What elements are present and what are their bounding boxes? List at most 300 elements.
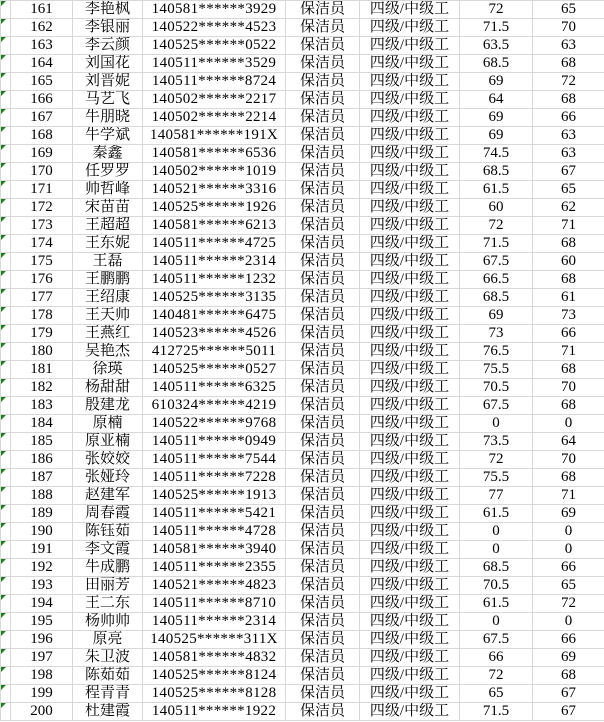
skill-level-cell[interactable]: 四级/中级工 (360, 91, 460, 109)
error-indicator-cell[interactable] (1, 145, 11, 163)
score2-cell[interactable]: 65 (533, 577, 604, 595)
name-cell[interactable]: 秦鑫 (73, 145, 143, 163)
score2-cell[interactable]: 70 (533, 451, 604, 469)
row-number-cell[interactable]: 193 (11, 577, 73, 595)
skill-level-cell[interactable]: 四级/中级工 (360, 379, 460, 397)
name-cell[interactable]: 原亚楠 (73, 433, 143, 451)
score1-cell[interactable]: 72 (460, 1, 533, 19)
score2-cell[interactable]: 0 (533, 415, 604, 433)
score2-cell[interactable]: 68 (533, 397, 604, 415)
score1-cell[interactable]: 69 (460, 127, 533, 145)
job-title-cell[interactable]: 保洁员 (286, 181, 360, 199)
name-cell[interactable]: 王天帅 (73, 307, 143, 325)
score2-cell[interactable]: 70 (533, 19, 604, 37)
job-title-cell[interactable]: 保洁员 (286, 361, 360, 379)
job-title-cell[interactable]: 保洁员 (286, 145, 360, 163)
skill-level-cell[interactable]: 四级/中级工 (360, 163, 460, 181)
error-indicator-cell[interactable] (1, 271, 11, 289)
score1-cell[interactable]: 64 (460, 91, 533, 109)
job-title-cell[interactable]: 保洁员 (286, 595, 360, 613)
skill-level-cell[interactable]: 四级/中级工 (360, 1, 460, 19)
row-number-cell[interactable]: 198 (11, 667, 73, 685)
score1-cell[interactable]: 61.5 (460, 181, 533, 199)
id-number-cell[interactable]: 140581******3929 (143, 1, 286, 19)
error-indicator-cell[interactable] (1, 325, 11, 343)
score1-cell[interactable]: 77 (460, 487, 533, 505)
score1-cell[interactable]: 69 (460, 73, 533, 91)
id-number-cell[interactable]: 140511******5421 (143, 505, 286, 523)
error-indicator-cell[interactable] (1, 433, 11, 451)
name-cell[interactable]: 李云颜 (73, 37, 143, 55)
id-number-cell[interactable]: 140581******6536 (143, 145, 286, 163)
job-title-cell[interactable]: 保洁员 (286, 649, 360, 667)
id-number-cell[interactable]: 140581******3940 (143, 541, 286, 559)
score1-cell[interactable]: 73 (460, 325, 533, 343)
score1-cell[interactable]: 68.5 (460, 559, 533, 577)
row-number-cell[interactable]: 172 (11, 199, 73, 217)
name-cell[interactable]: 王二东 (73, 595, 143, 613)
error-indicator-cell[interactable] (1, 1, 11, 19)
score1-cell[interactable]: 76.5 (460, 343, 533, 361)
skill-level-cell[interactable]: 四级/中级工 (360, 73, 460, 91)
job-title-cell[interactable]: 保洁员 (286, 433, 360, 451)
row-number-cell[interactable]: 176 (11, 271, 73, 289)
score2-cell[interactable]: 63 (533, 145, 604, 163)
error-indicator-cell[interactable] (1, 37, 11, 55)
error-indicator-cell[interactable] (1, 253, 11, 271)
id-number-cell[interactable]: 140511******6325 (143, 379, 286, 397)
job-title-cell[interactable]: 保洁员 (286, 397, 360, 415)
error-indicator-cell[interactable] (1, 109, 11, 127)
id-number-cell[interactable]: 140581******6213 (143, 217, 286, 235)
skill-level-cell[interactable]: 四级/中级工 (360, 289, 460, 307)
name-cell[interactable]: 牛成鹏 (73, 559, 143, 577)
job-title-cell[interactable]: 保洁员 (286, 451, 360, 469)
error-indicator-cell[interactable] (1, 127, 11, 145)
score2-cell[interactable]: 70 (533, 379, 604, 397)
row-number-cell[interactable]: 197 (11, 649, 73, 667)
error-indicator-cell[interactable] (1, 577, 11, 595)
id-number-cell[interactable]: 140511******3529 (143, 55, 286, 73)
id-number-cell[interactable]: 140502******2214 (143, 109, 286, 127)
row-number-cell[interactable]: 168 (11, 127, 73, 145)
skill-level-cell[interactable]: 四级/中级工 (360, 361, 460, 379)
row-number-cell[interactable]: 188 (11, 487, 73, 505)
name-cell[interactable]: 王燕红 (73, 325, 143, 343)
error-indicator-cell[interactable] (1, 289, 11, 307)
error-indicator-cell[interactable] (1, 703, 11, 721)
skill-level-cell[interactable]: 四级/中级工 (360, 685, 460, 703)
row-number-cell[interactable]: 194 (11, 595, 73, 613)
score2-cell[interactable]: 64 (533, 433, 604, 451)
error-indicator-cell[interactable] (1, 379, 11, 397)
name-cell[interactable]: 王东妮 (73, 235, 143, 253)
score2-cell[interactable]: 62 (533, 199, 604, 217)
name-cell[interactable]: 陈钰茹 (73, 523, 143, 541)
name-cell[interactable]: 周春霞 (73, 505, 143, 523)
row-number-cell[interactable]: 178 (11, 307, 73, 325)
row-number-cell[interactable]: 191 (11, 541, 73, 559)
row-number-cell[interactable]: 167 (11, 109, 73, 127)
row-number-cell[interactable]: 199 (11, 685, 73, 703)
skill-level-cell[interactable]: 四级/中级工 (360, 343, 460, 361)
job-title-cell[interactable]: 保洁员 (286, 307, 360, 325)
name-cell[interactable]: 程青青 (73, 685, 143, 703)
id-number-cell[interactable]: 140511******2314 (143, 253, 286, 271)
score2-cell[interactable]: 63 (533, 127, 604, 145)
score2-cell[interactable]: 67 (533, 685, 604, 703)
row-number-cell[interactable]: 180 (11, 343, 73, 361)
score1-cell[interactable]: 72 (460, 451, 533, 469)
score1-cell[interactable]: 67.5 (460, 397, 533, 415)
id-number-cell[interactable]: 140481******6475 (143, 307, 286, 325)
error-indicator-cell[interactable] (1, 343, 11, 361)
skill-level-cell[interactable]: 四级/中级工 (360, 307, 460, 325)
job-title-cell[interactable]: 保洁员 (286, 235, 360, 253)
id-number-cell[interactable]: 140511******2355 (143, 559, 286, 577)
id-number-cell[interactable]: 140511******1232 (143, 271, 286, 289)
id-number-cell[interactable]: 140511******8724 (143, 73, 286, 91)
score1-cell[interactable]: 0 (460, 415, 533, 433)
score2-cell[interactable]: 71 (533, 217, 604, 235)
id-number-cell[interactable]: 140511******4728 (143, 523, 286, 541)
name-cell[interactable]: 赵建军 (73, 487, 143, 505)
error-indicator-cell[interactable] (1, 19, 11, 37)
score2-cell[interactable]: 66 (533, 631, 604, 649)
id-number-cell[interactable]: 140525******1926 (143, 199, 286, 217)
skill-level-cell[interactable]: 四级/中级工 (360, 253, 460, 271)
name-cell[interactable]: 刘晋妮 (73, 73, 143, 91)
job-title-cell[interactable]: 保洁员 (286, 19, 360, 37)
score1-cell[interactable]: 60 (460, 199, 533, 217)
name-cell[interactable]: 殷建龙 (73, 397, 143, 415)
score1-cell[interactable]: 65 (460, 685, 533, 703)
score1-cell[interactable]: 61.5 (460, 595, 533, 613)
skill-level-cell[interactable]: 四级/中级工 (360, 559, 460, 577)
name-cell[interactable]: 李艳枫 (73, 1, 143, 19)
error-indicator-cell[interactable] (1, 649, 11, 667)
score1-cell[interactable]: 75.5 (460, 361, 533, 379)
score1-cell[interactable]: 69 (460, 109, 533, 127)
skill-level-cell[interactable]: 四级/中级工 (360, 505, 460, 523)
score2-cell[interactable]: 63 (533, 37, 604, 55)
job-title-cell[interactable]: 保洁员 (286, 109, 360, 127)
name-cell[interactable]: 牛学斌 (73, 127, 143, 145)
row-number-cell[interactable]: 192 (11, 559, 73, 577)
skill-level-cell[interactable]: 四级/中级工 (360, 703, 460, 721)
job-title-cell[interactable]: 保洁员 (286, 343, 360, 361)
score1-cell[interactable]: 68.5 (460, 163, 533, 181)
score1-cell[interactable]: 71.5 (460, 19, 533, 37)
score2-cell[interactable]: 0 (533, 613, 604, 631)
id-number-cell[interactable]: 140525******8124 (143, 667, 286, 685)
skill-level-cell[interactable]: 四级/中级工 (360, 145, 460, 163)
error-indicator-cell[interactable] (1, 91, 11, 109)
score2-cell[interactable]: 68 (533, 469, 604, 487)
job-title-cell[interactable]: 保洁员 (286, 73, 360, 91)
score1-cell[interactable]: 66.5 (460, 271, 533, 289)
score1-cell[interactable]: 75.5 (460, 469, 533, 487)
score1-cell[interactable]: 0 (460, 541, 533, 559)
score1-cell[interactable]: 72 (460, 667, 533, 685)
row-number-cell[interactable]: 184 (11, 415, 73, 433)
id-number-cell[interactable]: 140525******8128 (143, 685, 286, 703)
id-number-cell[interactable]: 140511******7544 (143, 451, 286, 469)
name-cell[interactable]: 陈茹茹 (73, 667, 143, 685)
name-cell[interactable]: 原亮 (73, 631, 143, 649)
score2-cell[interactable]: 68 (533, 667, 604, 685)
job-title-cell[interactable]: 保洁员 (286, 523, 360, 541)
skill-level-cell[interactable]: 四级/中级工 (360, 19, 460, 37)
id-number-cell[interactable]: 140521******4823 (143, 577, 286, 595)
score2-cell[interactable]: 72 (533, 73, 604, 91)
score2-cell[interactable]: 60 (533, 253, 604, 271)
row-number-cell[interactable]: 163 (11, 37, 73, 55)
row-number-cell[interactable]: 185 (11, 433, 73, 451)
job-title-cell[interactable]: 保洁员 (286, 127, 360, 145)
score2-cell[interactable]: 68 (533, 55, 604, 73)
row-number-cell[interactable]: 164 (11, 55, 73, 73)
score1-cell[interactable]: 67.5 (460, 253, 533, 271)
skill-level-cell[interactable]: 四级/中级工 (360, 631, 460, 649)
id-number-cell[interactable]: 610324******4219 (143, 397, 286, 415)
score2-cell[interactable]: 66 (533, 559, 604, 577)
id-number-cell[interactable]: 140522******4523 (143, 19, 286, 37)
id-number-cell[interactable]: 140511******2314 (143, 613, 286, 631)
error-indicator-cell[interactable] (1, 181, 11, 199)
skill-level-cell[interactable]: 四级/中级工 (360, 667, 460, 685)
name-cell[interactable]: 李银丽 (73, 19, 143, 37)
job-title-cell[interactable]: 保洁员 (286, 91, 360, 109)
skill-level-cell[interactable]: 四级/中级工 (360, 487, 460, 505)
score1-cell[interactable]: 0 (460, 523, 533, 541)
name-cell[interactable]: 徐瑛 (73, 361, 143, 379)
row-number-cell[interactable]: 196 (11, 631, 73, 649)
id-number-cell[interactable]: 140525******0522 (143, 37, 286, 55)
skill-level-cell[interactable]: 四级/中级工 (360, 181, 460, 199)
score1-cell[interactable]: 71.5 (460, 235, 533, 253)
score2-cell[interactable]: 61 (533, 289, 604, 307)
name-cell[interactable]: 王超超 (73, 217, 143, 235)
skill-level-cell[interactable]: 四级/中级工 (360, 217, 460, 235)
id-number-cell[interactable]: 140511******7228 (143, 469, 286, 487)
error-indicator-cell[interactable] (1, 487, 11, 505)
row-number-cell[interactable]: 171 (11, 181, 73, 199)
row-number-cell[interactable]: 195 (11, 613, 73, 631)
skill-level-cell[interactable]: 四级/中级工 (360, 235, 460, 253)
id-number-cell[interactable]: 140502******2217 (143, 91, 286, 109)
row-number-cell[interactable]: 162 (11, 19, 73, 37)
row-number-cell[interactable]: 175 (11, 253, 73, 271)
error-indicator-cell[interactable] (1, 307, 11, 325)
row-number-cell[interactable]: 174 (11, 235, 73, 253)
id-number-cell[interactable]: 140511******1922 (143, 703, 286, 721)
name-cell[interactable]: 李文霞 (73, 541, 143, 559)
job-title-cell[interactable]: 保洁员 (286, 505, 360, 523)
score2-cell[interactable]: 69 (533, 505, 604, 523)
skill-level-cell[interactable]: 四级/中级工 (360, 433, 460, 451)
id-number-cell[interactable]: 140523******4526 (143, 325, 286, 343)
skill-level-cell[interactable]: 四级/中级工 (360, 523, 460, 541)
row-number-cell[interactable]: 200 (11, 703, 73, 721)
id-number-cell[interactable]: 140511******4725 (143, 235, 286, 253)
score2-cell[interactable]: 0 (533, 523, 604, 541)
score2-cell[interactable]: 67 (533, 163, 604, 181)
error-indicator-cell[interactable] (1, 73, 11, 91)
row-number-cell[interactable]: 170 (11, 163, 73, 181)
job-title-cell[interactable]: 保洁员 (286, 37, 360, 55)
job-title-cell[interactable]: 保洁员 (286, 703, 360, 721)
name-cell[interactable]: 王鹏鹏 (73, 271, 143, 289)
name-cell[interactable]: 牛朋晓 (73, 109, 143, 127)
error-indicator-cell[interactable] (1, 613, 11, 631)
skill-level-cell[interactable]: 四级/中级工 (360, 649, 460, 667)
job-title-cell[interactable]: 保洁员 (286, 685, 360, 703)
row-number-cell[interactable]: 173 (11, 217, 73, 235)
skill-level-cell[interactable]: 四级/中级工 (360, 55, 460, 73)
skill-level-cell[interactable]: 四级/中级工 (360, 325, 460, 343)
skill-level-cell[interactable]: 四级/中级工 (360, 541, 460, 559)
job-title-cell[interactable]: 保洁员 (286, 289, 360, 307)
skill-level-cell[interactable]: 四级/中级工 (360, 469, 460, 487)
id-number-cell[interactable]: 140525******3135 (143, 289, 286, 307)
name-cell[interactable]: 王磊 (73, 253, 143, 271)
row-number-cell[interactable]: 181 (11, 361, 73, 379)
job-title-cell[interactable]: 保洁员 (286, 253, 360, 271)
name-cell[interactable]: 张姣姣 (73, 451, 143, 469)
row-number-cell[interactable]: 169 (11, 145, 73, 163)
row-number-cell[interactable]: 186 (11, 451, 73, 469)
name-cell[interactable]: 任罗罗 (73, 163, 143, 181)
row-number-cell[interactable]: 161 (11, 1, 73, 19)
error-indicator-cell[interactable] (1, 217, 11, 235)
score2-cell[interactable]: 66 (533, 109, 604, 127)
score1-cell[interactable]: 63.5 (460, 37, 533, 55)
score1-cell[interactable]: 69 (460, 307, 533, 325)
id-number-cell[interactable]: 140522******9768 (143, 415, 286, 433)
score1-cell[interactable]: 70.5 (460, 379, 533, 397)
score2-cell[interactable]: 68 (533, 235, 604, 253)
error-indicator-cell[interactable] (1, 559, 11, 577)
score2-cell[interactable]: 68 (533, 271, 604, 289)
job-title-cell[interactable]: 保洁员 (286, 325, 360, 343)
name-cell[interactable]: 刘国花 (73, 55, 143, 73)
name-cell[interactable]: 朱卫波 (73, 649, 143, 667)
score1-cell[interactable]: 73.5 (460, 433, 533, 451)
id-number-cell[interactable]: 140511******0949 (143, 433, 286, 451)
error-indicator-cell[interactable] (1, 505, 11, 523)
skill-level-cell[interactable]: 四级/中级工 (360, 415, 460, 433)
error-indicator-cell[interactable] (1, 595, 11, 613)
id-number-cell[interactable]: 140581******4832 (143, 649, 286, 667)
name-cell[interactable]: 马艺飞 (73, 91, 143, 109)
score2-cell[interactable]: 68 (533, 361, 604, 379)
name-cell[interactable]: 宋苗苗 (73, 199, 143, 217)
row-number-cell[interactable]: 187 (11, 469, 73, 487)
score1-cell[interactable]: 66 (460, 649, 533, 667)
skill-level-cell[interactable]: 四级/中级工 (360, 397, 460, 415)
name-cell[interactable]: 帅哲峰 (73, 181, 143, 199)
job-title-cell[interactable]: 保洁员 (286, 163, 360, 181)
row-number-cell[interactable]: 183 (11, 397, 73, 415)
id-number-cell[interactable]: 140502******1019 (143, 163, 286, 181)
skill-level-cell[interactable]: 四级/中级工 (360, 577, 460, 595)
row-number-cell[interactable]: 166 (11, 91, 73, 109)
score1-cell[interactable]: 68.5 (460, 289, 533, 307)
error-indicator-cell[interactable] (1, 235, 11, 253)
id-number-cell[interactable]: 140525******0527 (143, 361, 286, 379)
job-title-cell[interactable]: 保洁员 (286, 559, 360, 577)
id-number-cell[interactable]: 140581******191X (143, 127, 286, 145)
score2-cell[interactable]: 72 (533, 595, 604, 613)
score2-cell[interactable]: 65 (533, 1, 604, 19)
skill-level-cell[interactable]: 四级/中级工 (360, 451, 460, 469)
row-number-cell[interactable]: 190 (11, 523, 73, 541)
error-indicator-cell[interactable] (1, 397, 11, 415)
score1-cell[interactable]: 0 (460, 613, 533, 631)
job-title-cell[interactable]: 保洁员 (286, 271, 360, 289)
row-number-cell[interactable]: 165 (11, 73, 73, 91)
id-number-cell[interactable]: 140525******1913 (143, 487, 286, 505)
error-indicator-cell[interactable] (1, 631, 11, 649)
score2-cell[interactable]: 71 (533, 343, 604, 361)
job-title-cell[interactable]: 保洁员 (286, 469, 360, 487)
score1-cell[interactable]: 70.5 (460, 577, 533, 595)
skill-level-cell[interactable]: 四级/中级工 (360, 595, 460, 613)
row-number-cell[interactable]: 189 (11, 505, 73, 523)
row-number-cell[interactable]: 179 (11, 325, 73, 343)
score2-cell[interactable]: 0 (533, 541, 604, 559)
score2-cell[interactable]: 68 (533, 91, 604, 109)
name-cell[interactable]: 张娅玲 (73, 469, 143, 487)
id-number-cell[interactable]: 140521******3316 (143, 181, 286, 199)
score2-cell[interactable]: 67 (533, 703, 604, 721)
job-title-cell[interactable]: 保洁员 (286, 667, 360, 685)
score2-cell[interactable]: 69 (533, 649, 604, 667)
job-title-cell[interactable]: 保洁员 (286, 379, 360, 397)
skill-level-cell[interactable]: 四级/中级工 (360, 109, 460, 127)
id-number-cell[interactable]: 140511******8710 (143, 595, 286, 613)
job-title-cell[interactable]: 保洁员 (286, 217, 360, 235)
score2-cell[interactable]: 73 (533, 307, 604, 325)
id-number-cell[interactable]: 412725******5011 (143, 343, 286, 361)
job-title-cell[interactable]: 保洁员 (286, 541, 360, 559)
job-title-cell[interactable]: 保洁员 (286, 1, 360, 19)
id-number-cell[interactable]: 140525******311X (143, 631, 286, 649)
error-indicator-cell[interactable] (1, 685, 11, 703)
error-indicator-cell[interactable] (1, 451, 11, 469)
error-indicator-cell[interactable] (1, 361, 11, 379)
row-number-cell[interactable]: 182 (11, 379, 73, 397)
score1-cell[interactable]: 68.5 (460, 55, 533, 73)
score1-cell[interactable]: 61.5 (460, 505, 533, 523)
score2-cell[interactable]: 65 (533, 181, 604, 199)
name-cell[interactable]: 吴艳杰 (73, 343, 143, 361)
skill-level-cell[interactable]: 四级/中级工 (360, 127, 460, 145)
score2-cell[interactable]: 66 (533, 325, 604, 343)
job-title-cell[interactable]: 保洁员 (286, 415, 360, 433)
name-cell[interactable]: 杨帅帅 (73, 613, 143, 631)
error-indicator-cell[interactable] (1, 55, 11, 73)
job-title-cell[interactable]: 保洁员 (286, 577, 360, 595)
skill-level-cell[interactable]: 四级/中级工 (360, 271, 460, 289)
error-indicator-cell[interactable] (1, 541, 11, 559)
error-indicator-cell[interactable] (1, 415, 11, 433)
error-indicator-cell[interactable] (1, 469, 11, 487)
score2-cell[interactable]: 71 (533, 487, 604, 505)
job-title-cell[interactable]: 保洁员 (286, 199, 360, 217)
job-title-cell[interactable]: 保洁员 (286, 631, 360, 649)
